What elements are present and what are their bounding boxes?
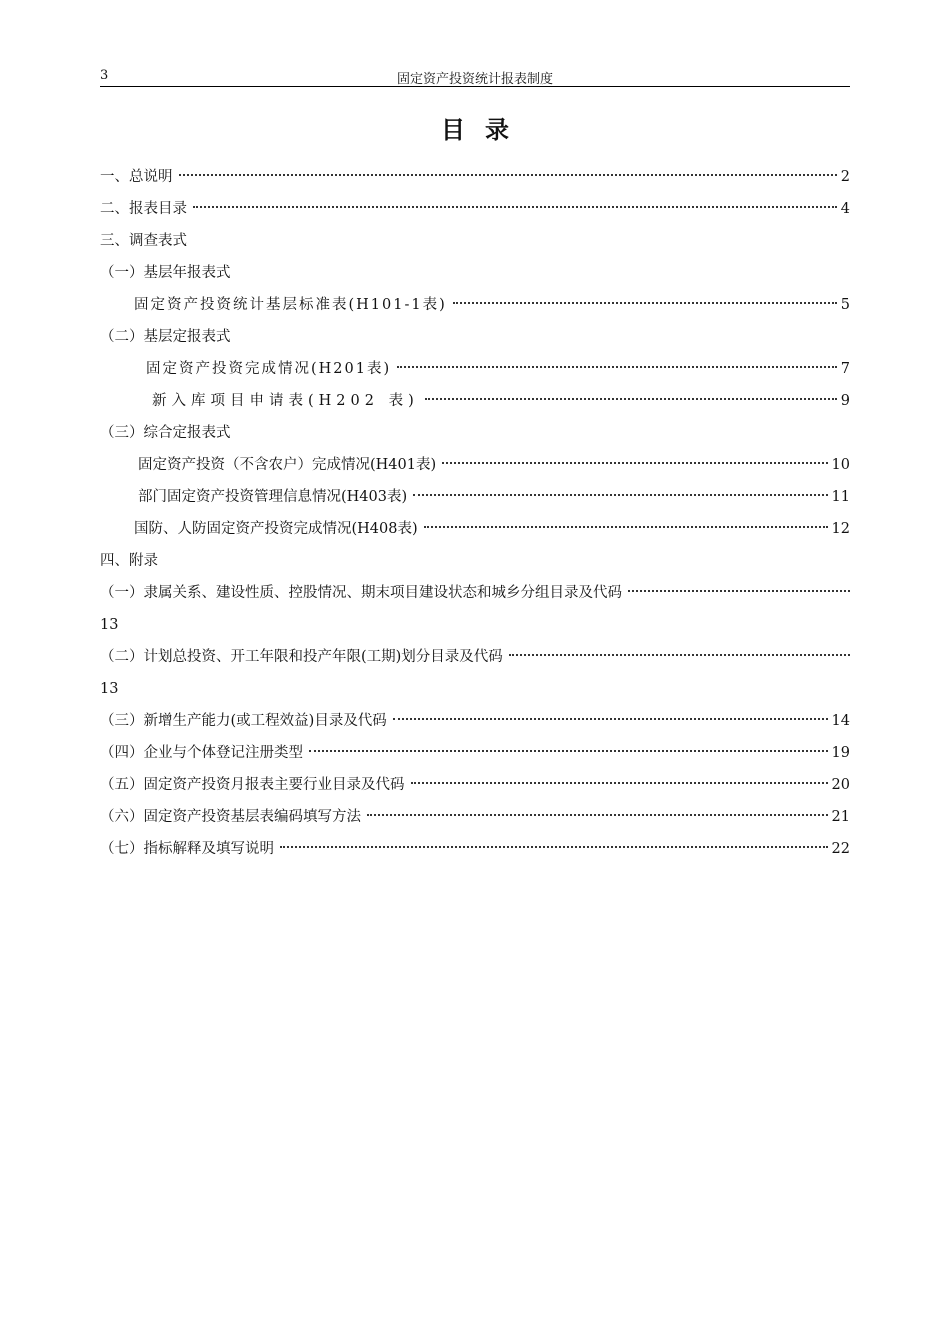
toc-entry-h201[interactable] bbox=[100, 356, 850, 388]
toc-entry-page: 9 bbox=[840, 393, 850, 409]
toc-section-appendix bbox=[100, 548, 850, 580]
dot-leader bbox=[413, 494, 827, 496]
toc-entry-page: 19 bbox=[831, 745, 850, 761]
dot-leader bbox=[280, 846, 828, 848]
toc-entry-general-notes[interactable] bbox=[100, 164, 850, 196]
toc-entry-page: 5 bbox=[840, 297, 850, 313]
toc-entry-page: 4 bbox=[840, 201, 850, 217]
toc-entry-text: 新入库项目申请表(H202 表) bbox=[152, 393, 419, 409]
toc-section-text: 三、调查表式 bbox=[100, 233, 187, 249]
dot-leader bbox=[309, 750, 828, 752]
toc-section-survey-forms bbox=[100, 228, 850, 260]
toc-subsection-annual-basic bbox=[100, 260, 850, 292]
dot-leader bbox=[393, 718, 828, 720]
toc-entry-text: 固定资产投资（不含农户）完成情况(H401表) bbox=[138, 457, 437, 473]
toc-entry-appendix-1[interactable] bbox=[100, 580, 850, 644]
toc-entry-report-catalog[interactable] bbox=[100, 196, 850, 228]
page-header bbox=[100, 66, 850, 87]
toc-section-text: 四、附录 bbox=[100, 553, 158, 569]
toc-entry-text: 二、报表目录 bbox=[100, 201, 187, 217]
toc-entry-text: 固定资产投资统计基层标准表(H101-1表) bbox=[134, 297, 447, 313]
toc-entry-h403[interactable] bbox=[100, 484, 850, 516]
toc-entry-text: （二）计划总投资、开工年限和投产年限(工期)划分目录及代码 bbox=[100, 649, 503, 665]
toc-subsection-periodic-basic bbox=[100, 324, 850, 356]
header-doc-title: 固定资产投资统计报表制度 bbox=[396, 72, 553, 87]
toc-entry-page: 20 bbox=[831, 777, 850, 793]
toc-entry-h408[interactable] bbox=[100, 516, 850, 548]
dot-leader bbox=[628, 590, 850, 592]
toc-heading: 目录 bbox=[441, 115, 529, 144]
toc-entry-text: （一）隶属关系、建设性质、控股情况、期末项目建设状态和城乡分组目录及代码 bbox=[100, 585, 622, 601]
dot-leader bbox=[442, 462, 827, 464]
toc-entry-page: 13 bbox=[100, 681, 119, 697]
header-page-number: 3 bbox=[100, 68, 109, 83]
toc-entry-appendix-7[interactable] bbox=[100, 836, 850, 868]
dot-leader bbox=[425, 398, 837, 400]
toc-entry-h101[interactable] bbox=[100, 292, 850, 324]
toc-entry-text: 部门固定资产投资管理信息情况(H403表) bbox=[138, 489, 408, 505]
toc-entry-text: （七）指标解释及填写说明 bbox=[100, 841, 274, 857]
dot-leader bbox=[424, 526, 828, 528]
toc-entry-text: 国防、人防固定资产投资完成情况(H408表) bbox=[134, 521, 418, 537]
toc-subsection-periodic-summary bbox=[100, 420, 850, 452]
toc-entry-text: （五）固定资产投资月报表主要行业目录及代码 bbox=[100, 777, 405, 793]
toc-subsection-text: （一）基层年报表式 bbox=[100, 265, 231, 281]
toc-subsection-text: （三）综合定报表式 bbox=[100, 425, 231, 441]
dot-leader bbox=[509, 654, 850, 656]
toc-entry-appendix-5[interactable] bbox=[100, 772, 850, 804]
toc-entry-h202[interactable] bbox=[100, 388, 850, 420]
dot-leader bbox=[367, 814, 828, 816]
toc-entry-text: （三）新增生产能力(或工程效益)目录及代码 bbox=[100, 713, 387, 729]
toc-entry-text: （四）企业与个体登记注册类型 bbox=[100, 745, 303, 761]
dot-leader bbox=[453, 302, 837, 304]
toc-entry-appendix-3[interactable] bbox=[100, 708, 850, 740]
toc-entry-page: 21 bbox=[831, 809, 850, 825]
toc-entry-page: 2 bbox=[840, 169, 850, 185]
dot-leader bbox=[411, 782, 828, 784]
toc-subsection-text: （二）基层定报表式 bbox=[100, 329, 231, 345]
toc-entry-text: （六）固定资产投资基层表编码填写方法 bbox=[100, 809, 361, 825]
toc-entry-text: 一、总说明 bbox=[100, 169, 173, 185]
dot-leader bbox=[193, 206, 837, 208]
dot-leader bbox=[397, 366, 837, 368]
toc-entry-appendix-2[interactable] bbox=[100, 644, 850, 708]
toc-entry-appendix-4[interactable] bbox=[100, 740, 850, 772]
table-of-contents bbox=[100, 164, 850, 868]
toc-entry-h401[interactable] bbox=[100, 452, 850, 484]
toc-entry-page: 11 bbox=[831, 489, 850, 505]
toc-entry-page: 7 bbox=[840, 361, 850, 377]
dot-leader bbox=[179, 174, 837, 176]
toc-entry-page: 22 bbox=[831, 841, 850, 857]
toc-entry-page: 13 bbox=[100, 617, 119, 633]
toc-entry-appendix-6[interactable] bbox=[100, 804, 850, 836]
toc-entry-page: 12 bbox=[831, 521, 850, 537]
toc-entry-page: 10 bbox=[831, 457, 850, 473]
toc-entry-page: 14 bbox=[831, 713, 850, 729]
toc-entry-text: 固定资产投资完成情况(H201表) bbox=[146, 361, 392, 377]
